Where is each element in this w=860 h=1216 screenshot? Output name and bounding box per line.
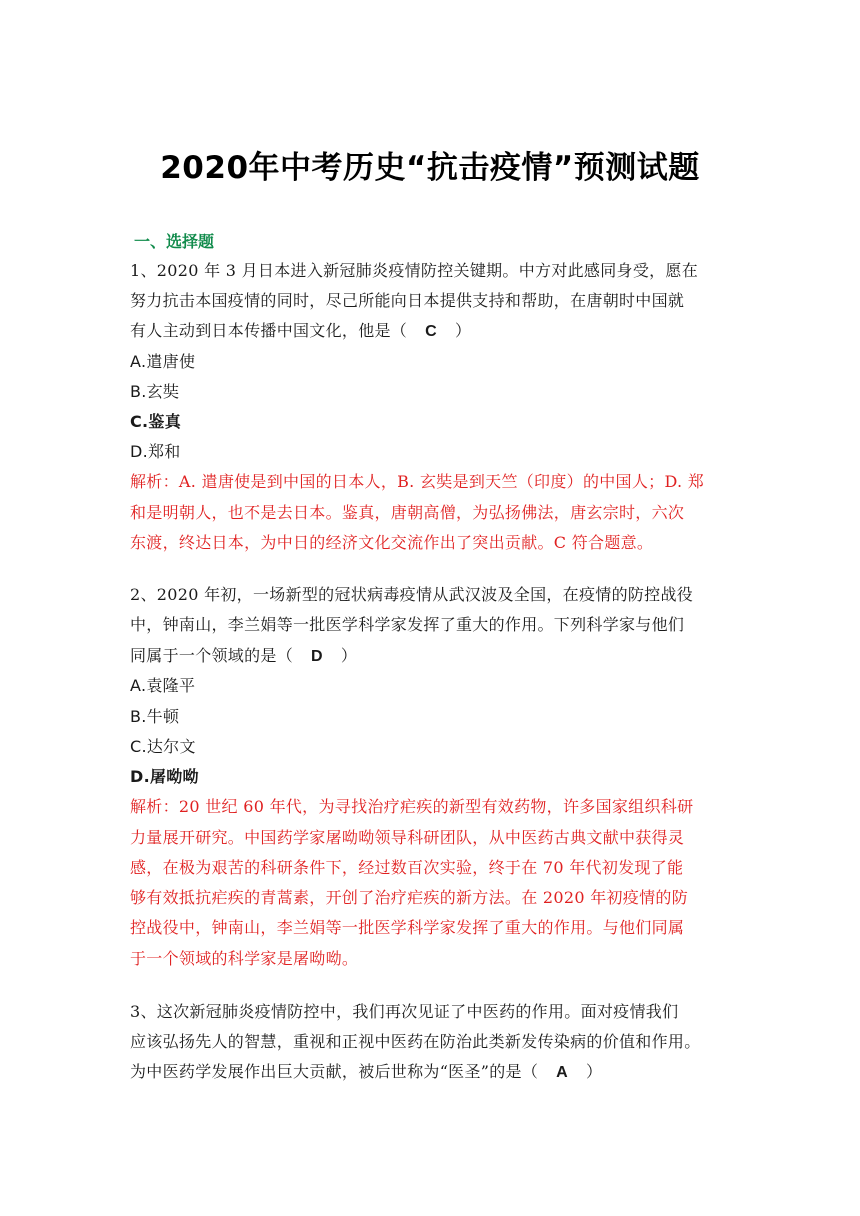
- question-1-answer: C: [425, 323, 437, 340]
- question-2-line-3: [130, 646, 357, 667]
- question-2-analysis-line-2: 力量展开研究。中国药学家屠呦呦领导科研团队，从中医药古典文献中获得灵: [130, 828, 685, 847]
- question-2-analysis-line-6: 于一个领域的科学家是屠呦呦。: [130, 949, 359, 968]
- question-3-close-paren: ）: [586, 1062, 603, 1081]
- question-1-option-b: B.玄奘: [130, 382, 180, 401]
- question-1-line-3: [130, 321, 471, 342]
- question-1-line-2: 努力抗击本国疫情的同时，尽己所能向日本提供支持和帮助，在唐朝时中国就: [130, 291, 685, 310]
- question-1-analysis-line-2: 和是明朝人，也不是去日本。鉴真，唐朝高僧，为弘扬佛法，唐玄宗时，六次: [130, 503, 685, 522]
- question-3-line-3: [130, 1062, 602, 1083]
- question-1-line-1: 1、2020 年 3 月日本进入新冠肺炎疫情防控关键期。中方对此感同身受，愿在: [130, 261, 699, 280]
- question-1-analysis-line-3: 东渡，终达日本，为中日的经济文化交流作出了突出贡献。C 符合题意。: [130, 533, 654, 552]
- question-2-option-c: C.达尔文: [130, 737, 196, 756]
- question-1-analysis-line-1: 解析：A. 遣唐使是到中国的日本人，B. 玄奘是到天竺（印度）的中国人；D. 郑: [130, 472, 705, 491]
- question-2-line-1: 2、2020 年初，一场新型的冠状病毒疫情从武汉波及全国，在疫情的防控战役: [130, 585, 694, 604]
- question-3-line-2: 应该弘扬先人的智慧，重视和正视中医药在防治此类新发传染病的价值和作用。: [130, 1032, 701, 1051]
- question-1-option-d: D.郑和: [130, 442, 181, 461]
- question-1-option-c: C.鉴真: [130, 412, 182, 431]
- question-1-stem-tail: 有人主动到日本传播中国文化，他是（: [130, 321, 408, 340]
- question-2-option-d: D.屠呦呦: [130, 767, 199, 786]
- question-1-close-paren: ）: [454, 321, 472, 340]
- question-2-analysis-line-3: 感，在极为艰苦的科研条件下，经过数百次实验，终于在 70 年代初发现了能: [130, 858, 684, 877]
- question-2-close-paren: ）: [340, 646, 358, 665]
- section-heading: 一、选择题: [134, 232, 215, 251]
- question-2-stem-tail: 同属于一个领域的是（: [130, 646, 294, 665]
- page-title: 2020年中考历史“抗击疫情”预测试题: [160, 150, 700, 186]
- question-2-option-b: B.牛顿: [130, 707, 180, 726]
- question-3-answer: A: [556, 1064, 569, 1081]
- question-2-analysis-line-5: 控战役中，钟南山，李兰娟等一批医学科学家发挥了重大的作用。与他们同属: [130, 918, 685, 937]
- question-2-option-a: A.袁隆平: [130, 676, 196, 695]
- question-2-analysis-line-4: 够有效抵抗疟疾的青蒿素，开创了治疗疟疾的新方法。在 2020 年初疫情的防: [130, 888, 688, 907]
- question-2-answer: D: [311, 648, 323, 665]
- question-1-option-a: A.遣唐使: [130, 352, 196, 371]
- question-2-analysis-line-1: 解析：20 世纪 60 年代，为寻找治疗疟疾的新型有效药物，许多国家组织科研: [130, 797, 694, 816]
- question-3-line-1: 3、这次新冠肺炎疫情防控中，我们再次见证了中医药的作用。面对疫情我们: [130, 1002, 679, 1021]
- question-2-line-2: 中，钟南山，李兰娟等一批医学科学家发挥了重大的作用。下列科学家与他们: [130, 615, 685, 634]
- question-3-stem-tail: 为中医药学发展作出巨大贡献，被后世称为“医圣”的是（: [130, 1062, 539, 1081]
